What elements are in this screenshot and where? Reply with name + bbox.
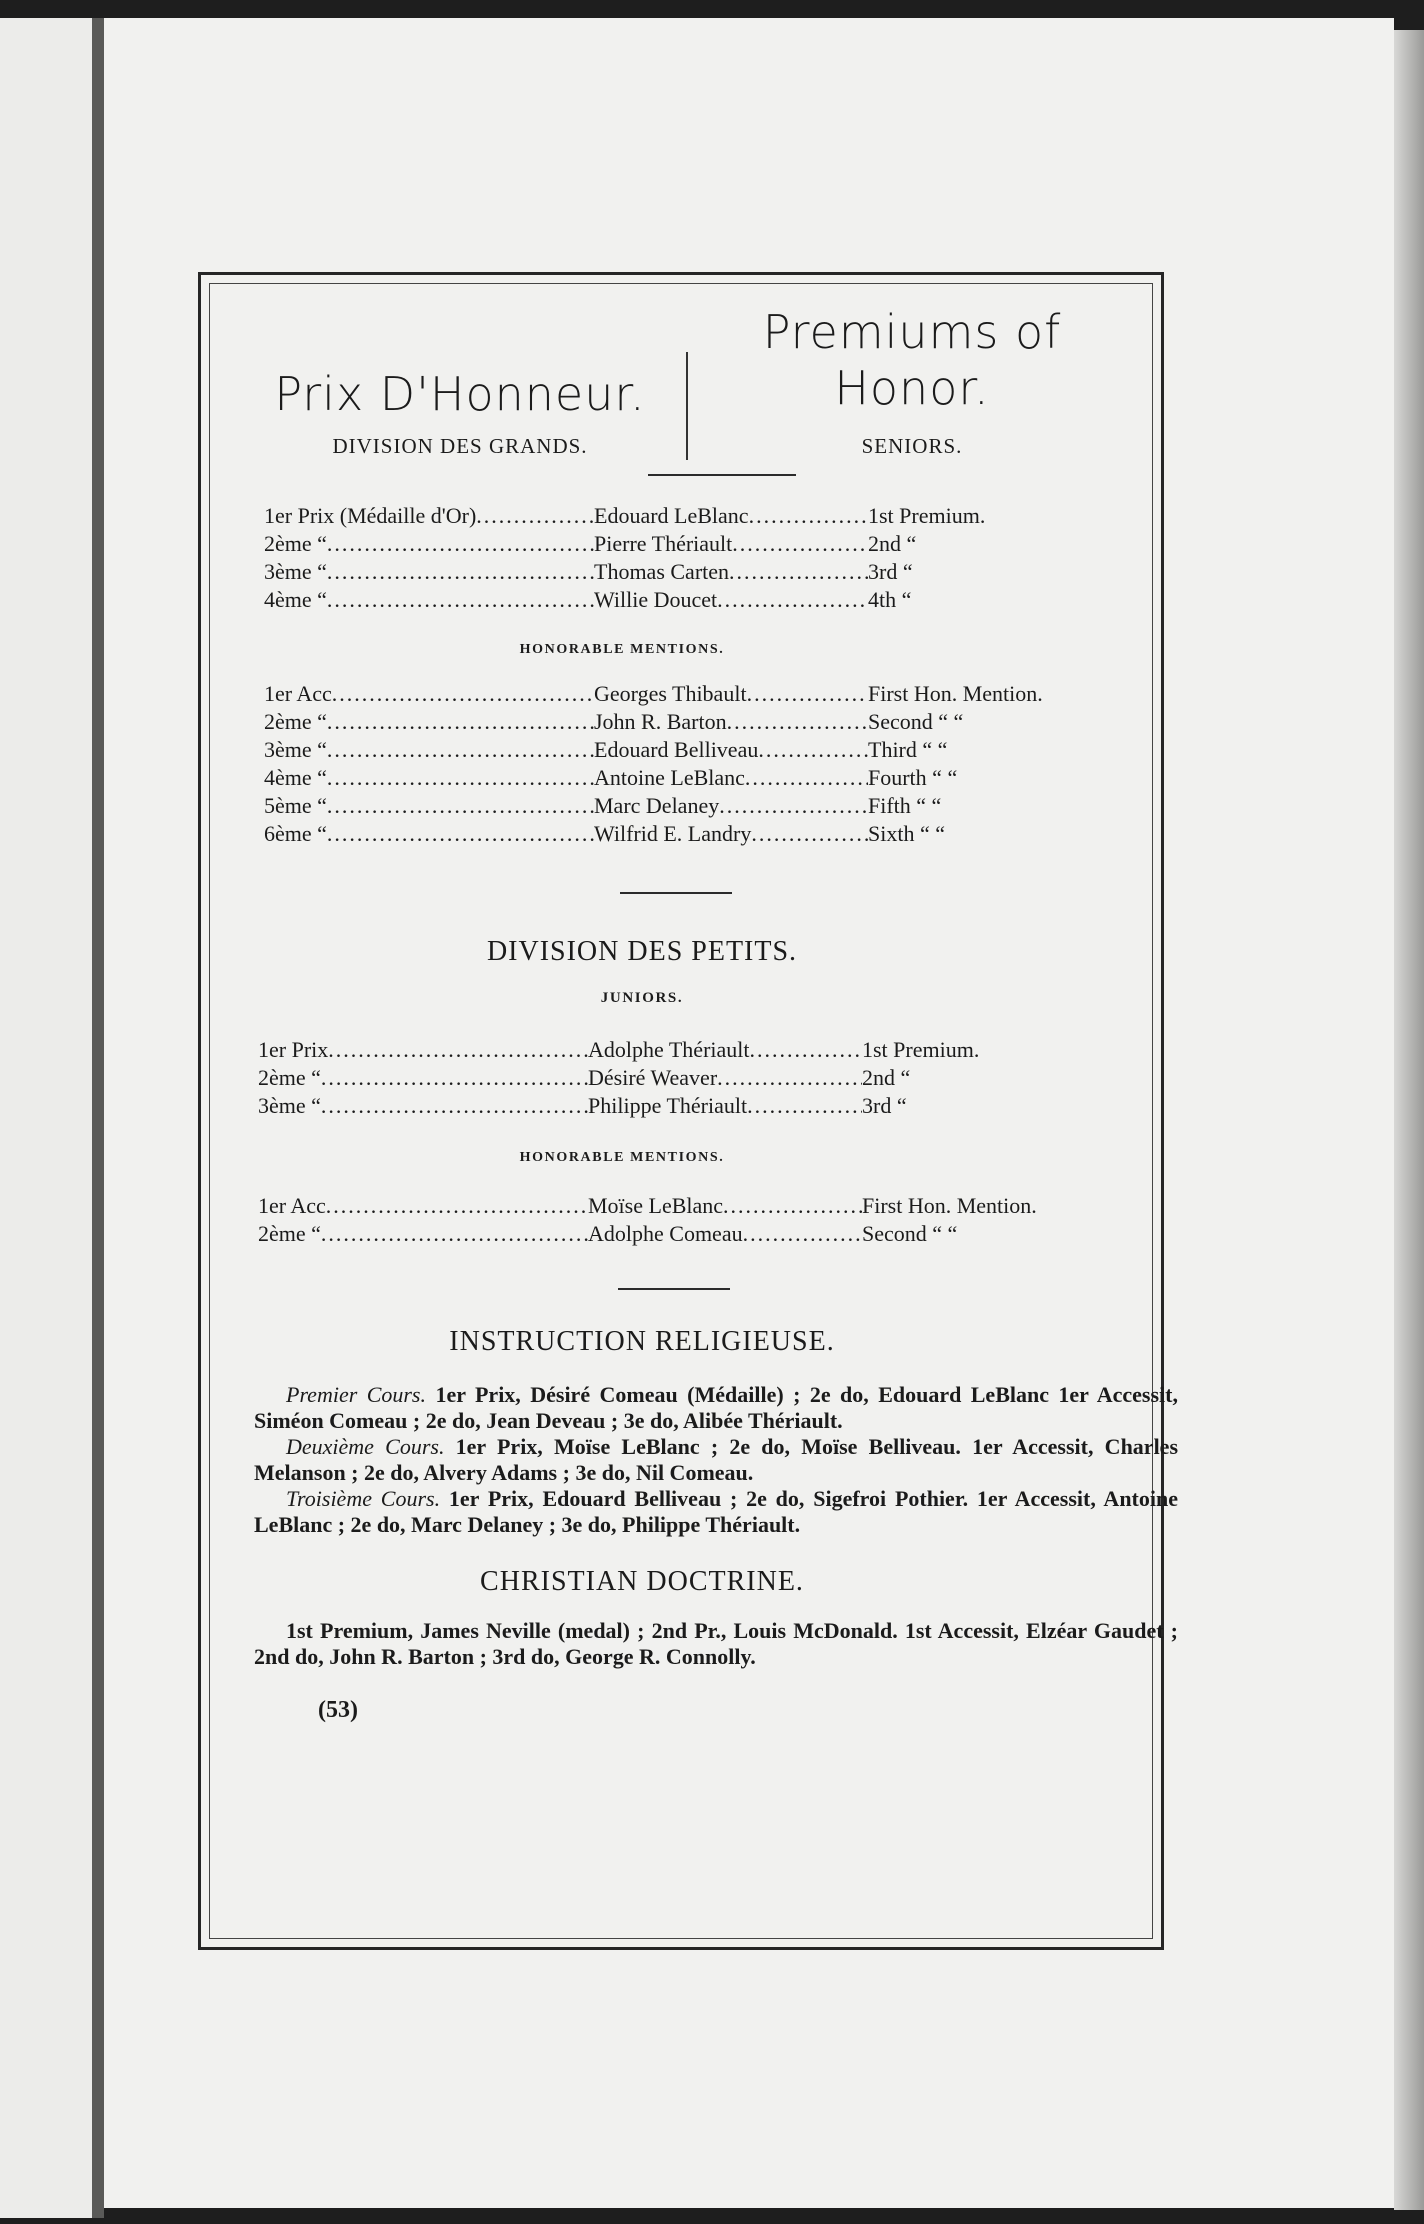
divider-rule	[648, 474, 796, 476]
page-content	[62, 305, 1179, 1724]
list-item: 2ème “ ..... John R. Barton ..... Second “ “	[264, 708, 1142, 736]
list-item: 2ème “ ..... Pierre Thériault ..... 2nd “	[264, 530, 1142, 558]
list-item: 1er Acc ..... Moïse LeBlanc ..... First Hon. Mention.	[258, 1192, 1142, 1220]
seniors-mention-list	[264, 680, 1142, 848]
juniors-title: DIVISION DES PETITS.	[486, 936, 798, 967]
list-item: 4ème “ ..... Antoine LeBlanc ..... Fourth “ “	[264, 764, 1142, 792]
divider-rule	[618, 1288, 730, 1290]
list-item: 3ème “ ..... Philippe Thériault ..... 3rd “	[258, 1092, 1142, 1120]
list-item: 3ème “ ..... Thomas Carten ..... 3rd “	[264, 558, 1142, 586]
seniors-prize-list	[264, 502, 1142, 614]
page-number: (53)	[318, 1697, 358, 1723]
list-item: 1er Prix ..... Adolphe Thériault ..... 1st Premium.	[258, 1036, 1142, 1064]
french-division: DIVISION DES GRANDS.	[332, 434, 588, 458]
religion-paragraphs	[254, 1382, 1178, 1538]
course-paragraph: Premier Cours. 1er Prix, Désiré Comeau (Médaille) ; 2e do, Edouard LeBlanc 1er Accessit, Siméon Comeau ; 2e do, Jean Deveau ; 3e do, Alibée Thériault.	[254, 1382, 1178, 1433]
list-item: 4ème “ ..... Willie Doucet ..... 4th “	[264, 586, 1142, 614]
english-title: Premiums of Honor.	[762, 305, 1062, 415]
list-item: 3ème “ ..... Edouard Belliveau ..... Third “ “	[264, 736, 1142, 764]
page-edge	[1394, 30, 1424, 2210]
doctrine-paragraph: 1st Premium, James Neville (medal) ; 2nd Pr., Louis McDonald. 1st Accessit, Elzéar Gaudet ; 2nd do, John R. Barton ; 3rd do, George R. Connolly.	[254, 1618, 1178, 1669]
course-paragraph: Troisième Cours. 1er Prix, Edouard Belliveau ; 2e do, Sigefroi Pothier. 1er Accessit, Antoine LeBlanc ; 2e do, Marc Delaney ; 3e do, Philippe Thériault.	[254, 1486, 1178, 1537]
course-paragraph: Deuxième Cours. 1er Prix, Moïse LeBlanc ; 2e do, Moïse Belliveau. 1er Accessit, Charles Melanson ; 2e do, Alvery Adams ; 3e do, Nil Comeau.	[254, 1434, 1179, 1485]
religion-title: INSTRUCTION RELIGIEUSE.	[449, 1326, 835, 1357]
list-item: 5ème “ ..... Marc Delaney ..... Fifth “ “	[264, 792, 1142, 820]
list-item: 2ème “ ..... Désiré Weaver ..... 2nd “	[258, 1064, 1142, 1092]
list-item: 2ème “ ..... Adolphe Comeau ..... Second “ “	[258, 1220, 1142, 1248]
list-item: 6ème “ ..... Wilfrid E. Landry ..... Sixth “ “	[264, 820, 1142, 848]
section-subheading: HONORABLE MENTIONS.	[519, 642, 725, 657]
juniors-prize-list	[258, 1036, 1142, 1120]
list-item: 1er Prix (Médaille d'Or) ..... Edouard LeBlanc ..... 1st Premium.	[264, 502, 1142, 530]
french-title: Prix D'Honneur.	[274, 367, 646, 421]
title-divider	[686, 352, 688, 460]
doctrine-title: CHRISTIAN DOCTRINE.	[480, 1566, 804, 1597]
list-item: 1er Acc ..... Georges Thibault ..... First Hon. Mention.	[264, 680, 1142, 708]
english-division: SENIORS.	[861, 434, 963, 458]
divider-rule	[620, 892, 732, 894]
juniors-subtitle: JUNIORS.	[600, 990, 684, 1006]
title-row	[62, 305, 1142, 460]
section-subheading: HONORABLE MENTIONS.	[519, 1150, 725, 1165]
juniors-mention-list	[258, 1192, 1142, 1248]
